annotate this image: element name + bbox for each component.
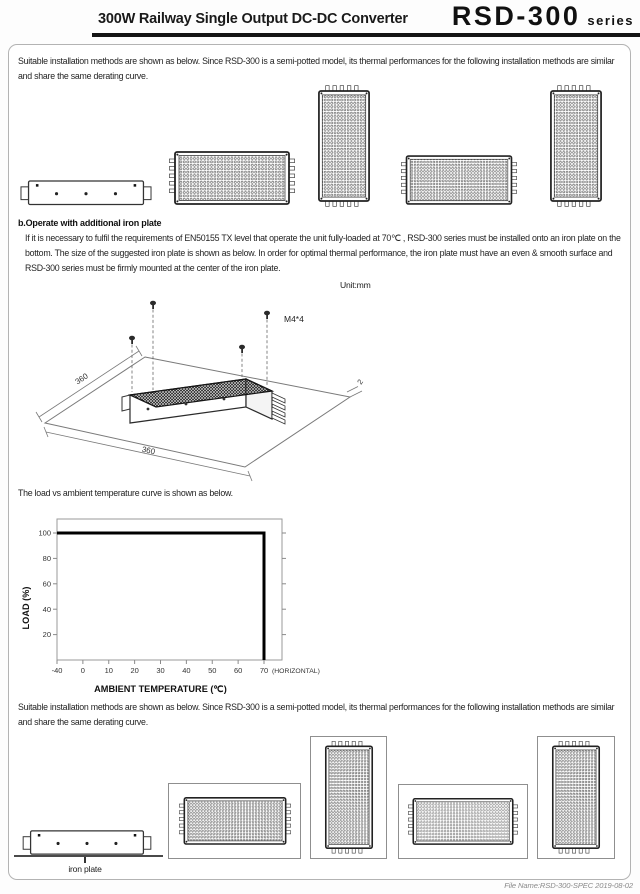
svg-text:0: 0 xyxy=(80,666,85,675)
converter-vertical-view-illustration xyxy=(324,741,374,854)
derating-curve-chart xyxy=(20,508,368,706)
svg-text:60: 60 xyxy=(233,666,243,675)
section-b-body: If it is necessary to fulfil the requirements of EN50155 TX level that operate the unit fully-loaded at 70℃ , RSD-300 series must be installed onto an iron plate on the bottom. The size of the suggested iron plate is shown as below. In order for optimal thermal performance, the iron plate must have an even & smooth surface and RSD-300 series must be firmly mounted at the center of the iron plate. xyxy=(25,233,621,273)
section-b-heading: b.Operate with additional iron plate xyxy=(18,218,162,228)
series-title xyxy=(452,1,634,32)
converter-side-view-illustration xyxy=(20,179,152,207)
svg-text:(HORIZONTAL): (HORIZONTAL) xyxy=(272,668,320,675)
iron-plate-frame xyxy=(398,784,528,859)
curve-note: The load vs ambient temperature curve is shown as below. xyxy=(18,488,233,498)
svg-text:10: 10 xyxy=(104,666,113,675)
iron-plate-frame xyxy=(168,783,301,859)
svg-text:20: 20 xyxy=(42,630,51,640)
iron-plate-frame xyxy=(537,736,615,859)
svg-text:-40: -40 xyxy=(51,666,63,675)
converter-top-view-illustration xyxy=(408,797,518,846)
install-note-paragraph: Suitable installation methods are shown as below. Since RSD-300 is a semi-potted model, its thermal performances for the following installation methods are similar and share the same derating curve. xyxy=(18,56,615,81)
install-note-paragraph: Suitable installation methods are shown as below. Since RSD-300 is a semi-potted model, its thermal performances for the following installation methods are similar and share the same derating curve. xyxy=(18,702,615,727)
screw-size-label: M4*4 xyxy=(284,314,304,324)
svg-text:30: 30 xyxy=(156,666,165,675)
converter-side-view-on-plate-illustration xyxy=(22,829,152,856)
page-title: 300W Railway Single Output DC-DC Converter xyxy=(98,11,408,27)
unit-left-tab xyxy=(122,395,130,411)
svg-text:60: 60 xyxy=(42,579,51,589)
converter-top-view-illustration xyxy=(179,796,291,846)
converter-vertical-view-illustration xyxy=(317,85,371,207)
svg-text:40: 40 xyxy=(182,666,191,675)
unit-mm-label: Unit:mm xyxy=(340,280,371,290)
iron-plate-leader-line xyxy=(84,857,86,863)
svg-text:AMBIENT TEMPERATURE (℃): AMBIENT TEMPERATURE (℃) xyxy=(94,684,227,694)
series-name: RSD-300 xyxy=(451,1,581,31)
header-rule xyxy=(92,33,640,37)
svg-text:70: 70 xyxy=(259,666,269,675)
series-suffix: series xyxy=(587,13,634,28)
svg-text:100: 100 xyxy=(38,528,51,538)
svg-text:LOAD (%): LOAD (%) xyxy=(21,586,31,630)
svg-text:40: 40 xyxy=(42,604,51,614)
dim-length-label: 360 xyxy=(73,371,90,387)
svg-text:50: 50 xyxy=(208,666,217,675)
iron-plate-mounting-drawing xyxy=(28,293,373,485)
svg-text:20: 20 xyxy=(130,666,139,675)
iron-plate-label: iron plate xyxy=(68,864,102,874)
dim-width-label: 360 xyxy=(141,444,156,457)
converter-vertical-view-illustration xyxy=(551,741,601,854)
svg-text:80: 80 xyxy=(42,554,51,563)
converter-top-view-illustration xyxy=(169,150,295,206)
converter-vertical-view-illustration xyxy=(549,85,603,207)
dim-thickness-label: 2 xyxy=(355,377,366,387)
converter-top-view-illustration xyxy=(401,154,517,206)
iron-plate-frame xyxy=(310,736,387,859)
file-info: File Name:RSD-300-SPEC 2019-08-02 xyxy=(504,881,633,890)
